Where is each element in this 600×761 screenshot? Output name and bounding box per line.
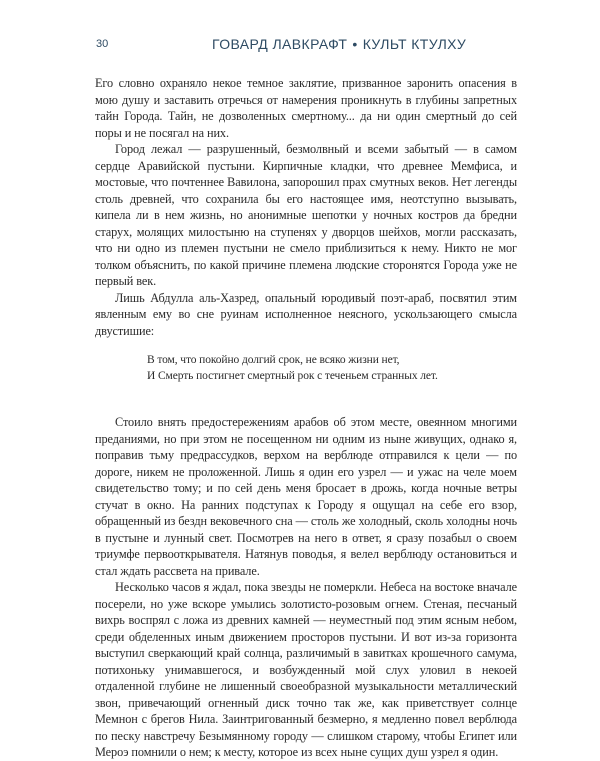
running-title: [212, 36, 466, 52]
paragraph-4: Стоило внять предостережениям арабов об этом месте, овеянном многими преданиями, но при этом не посещенном ни одним из ныне живущих, однако я, поправив тьму предрассудков, верхом на верблюде отправился к цели — по дороге, никем не проложенной. Лишь я один его узрел — и ужас на челе моем свидетельство тому; и по сей день меня бросает в дрожь, когда ночные ветры стучат в окно. На ранних подступах к Городу я ощущал на себе его взор, обращенный из бездн вековечного сна — столь же холодный, сколь холодны ночь в пустыне и лунный свет. Посмотрев на него в ответ, я сразу позабыл о своем триумфе первооткрывателя. Натянув поводья, я велел верблюду остановиться и стал ждать рассвета на привале.: [95, 415, 517, 578]
author-name: ГОВАРД ЛАВКРАФТ: [212, 36, 348, 52]
title-separator: •: [352, 36, 358, 52]
paragraph-5: Несколько часов я ждал, пока звезды не померкли. Небеса на востоке вначале посерели, но уже вскоре умылись золотисто-розовым огнем. Стеная, песчаный вихрь воспрял с ложа из древних камней — неуместный под этим ясным небом, среди обделенных иным движением просторов пустыни. И вот из-за горизонта выступил сверкающий край солнца, различимый в завитках крошечного самума, потихоньку унимавшегося, и возбужденный мой слух уловил в некоей отдаленной глубине не лишенный своеобразной музыкальности металлический звон, привечающий огненный диск точно так же, как приветствует солнце Мемнон с брегов Нила. Заинтригованный безмерно, я медленно повел верблюда по песку навстречу Безымянному городу — слишком старому, чтобы Египет или Мероэ помнили о нем; к месту, которое из всех ныне сущих душ узрел я один.: [95, 580, 517, 759]
paragraph-2: Город лежал — разрушенный, безмолвный и всеми забытый — в самом сердце Аравийской пустыни. Кирпичные кладки, что древнее Мемфиса, и мостовые, что почтеннее Вавилона, запорошил прах смутных веков. Нет легенды столь древней, что сохранила бы его настоящее имя, неотступно вызывать, кипела ли в нем жизнь, но анонимные шепотки у ночных костров да бредни старух, молящих милостыню на ступенях у дворцов шейхов, могли рассказать, что ни одно из племен пустыни не смело приблизиться к нему. Никто не мог толком объяснить, по какой причине племена людские сторонятся Города уже не первый век.: [95, 142, 517, 288]
couplet-line-2: И Смерть постигнет смертный рок с теченьем странных лет.: [147, 370, 438, 382]
couplet: [147, 352, 517, 384]
paragraph-3: Лишь Абдулла аль-Хазред, опальный юродивый поэт-араб, посвятил этим явленным ему во сне руинам исполненное неясного, ускользающего смысла двустишие:: [95, 290, 517, 338]
running-header: [0, 38, 600, 58]
page-body: [95, 75, 517, 761]
couplet-line-1: В том, что покойно долгий срок, не всяко жизни нет,: [147, 354, 400, 366]
paragraph-1: Его словно охраняло некое темное заклятие, призванное заронить опасения в мою душу и заставить отречься от намерения проникнуть в глубины запретных тайн Города. Тайн, не дозволенных смертному... да ни один смертный до сей поры и не посягал на них.: [95, 76, 517, 140]
book-title: КУЛЬТ КТУЛХУ: [362, 36, 467, 52]
page-number: 30: [96, 38, 109, 50]
